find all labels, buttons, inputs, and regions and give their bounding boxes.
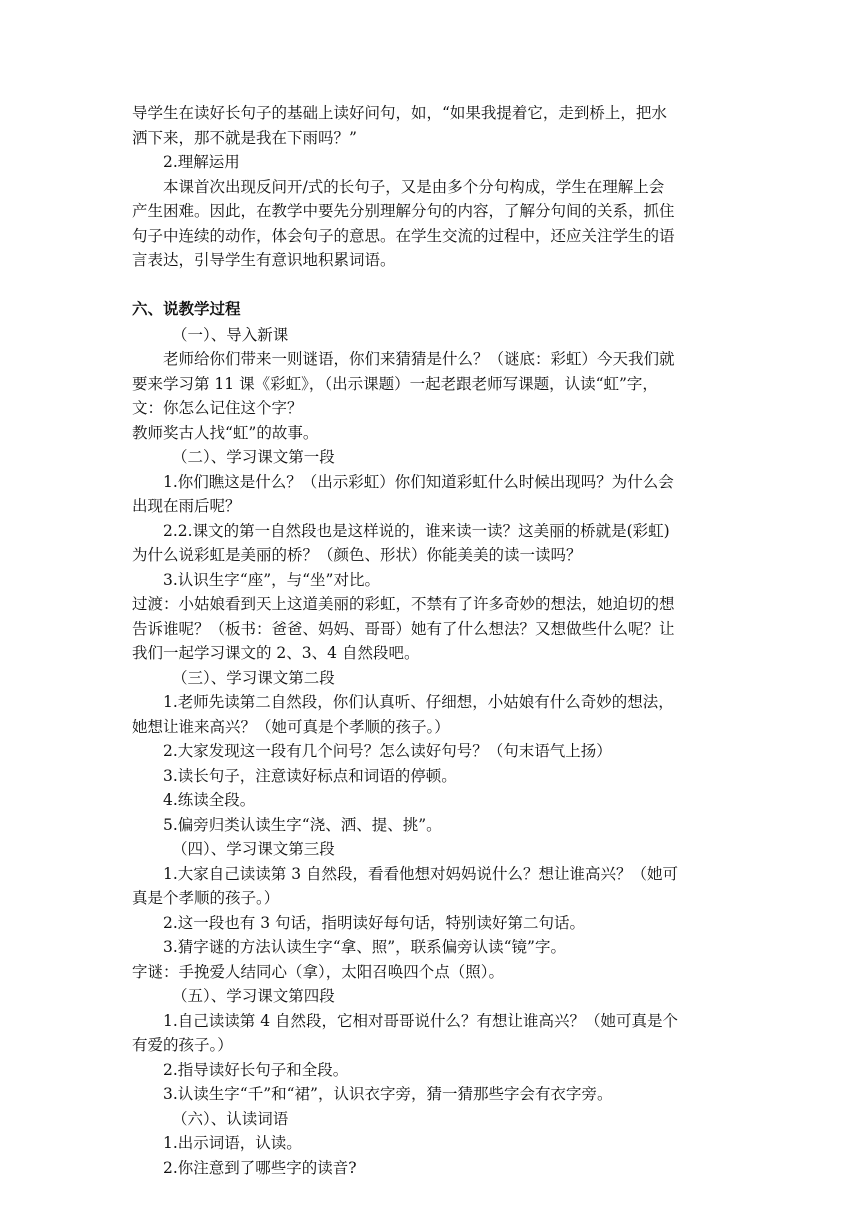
subsection-heading: （三）、学习课文第二段 — [172, 668, 335, 687]
subsection-heading: （四）、学习课文第三段 — [172, 840, 335, 858]
text-line: 2.理解运用 — [163, 153, 240, 171]
text-line: 我们一起学习课文的 2、3、4 自然段吧。 — [132, 644, 420, 662]
text-line: 句子中连续的动作，体会句子的意思。在学生交流的过程中，还应关注学生的语 — [132, 226, 675, 245]
text-line: 真是个孝顺的孩子。） — [132, 889, 280, 907]
text-line: 老师给你们带来一则谜语，你们来猜猜是什么？（谜底：彩虹）今天我们就 — [163, 350, 675, 368]
subsection-heading: （六）、认读词语 — [172, 1109, 289, 1128]
text-line: 4.练读全段。 — [163, 791, 256, 809]
text-line: 1.自己读读第 4 自然段，它相对哥哥说什么？有想让谁高兴？（她可真是个 — [163, 1011, 679, 1030]
text-line: 要来学习第 11 课《彩虹》，（出示课题）一起老跟老师写课题，认读“虹”字， — [132, 374, 658, 393]
text-line: 5.偏旁归类认读生字“浇、洒、提、挑”。 — [163, 815, 442, 834]
text-line: 1.出示词语，认读。 — [163, 1134, 302, 1152]
text-line: 教师奖古人找“虹”的故事。 — [132, 423, 319, 442]
subsection-heading: （一）、导入新课 — [172, 325, 289, 344]
text-line: 过渡：小姑娘看到天上这道美丽的彩虹，不禁有了许多奇妙的想法，她迫切的想 — [132, 595, 675, 613]
text-line: 告诉谁呢？（板书：爸爸、妈妈、哥哥）她有了什么想法？又想做些什么呢？让 — [132, 619, 675, 638]
text-line: 产生困难。因此，在教学中要先分别理解分句的内容，了解分句间的关系，抓住 — [132, 202, 675, 220]
text-line: 洒下来，那不就是我在下雨吗？” — [132, 128, 357, 147]
text-line: 为什么说彩虹是美丽的桥？（颜色、形状）你能美美的读一读吗？ — [132, 546, 582, 564]
text-line: 文：你怎么记住这个字？ — [132, 399, 303, 417]
subsection-heading: （二）、学习课文第一段 — [172, 448, 335, 466]
text-line: 她想让谁来高兴？（她可真是个孝顺的孩子。） — [132, 717, 450, 736]
text-line: 导学生在读好长句子的基础上读好问句，如，“如果我提着它，走到桥上，把水 — [132, 104, 667, 122]
section-heading: 六、说教学过程 — [132, 299, 241, 318]
text-line: 2.指导读好长句子和全段。 — [163, 1060, 349, 1079]
blank-line — [132, 273, 732, 297]
text-line: 2.这一段也有 3 句话，指明读好每句话，特别读好第二句话。 — [163, 913, 586, 932]
text-line: 2.2.课文的第一自然段也是这样说的，谁来读一读？这美丽的桥就是(彩虹) — [163, 521, 670, 540]
text-line: 3.猜字谜的方法认读生字“拿、照”，联系偏旁认读“镜”字。 — [163, 938, 566, 956]
text-line: 1.你们瞧这是什么？（出示彩虹）你们知道彩虹什么时候出现吗？为什么会 — [163, 472, 674, 491]
text-line: 有爱的孩子。） — [132, 1036, 233, 1054]
text-line: 3.认识生字“座”，与“坐”对比。 — [163, 570, 380, 589]
text-line: 1.老师先读第二自然段，你们认真听、仔细想，小姑娘有什么奇妙的想法， — [163, 693, 674, 711]
text-line: 2.大家发现这一段有几个问号？怎么读好句号？（句末语气上扬） — [163, 742, 612, 760]
subsection-heading: （五）、学习课文第四段 — [172, 987, 335, 1005]
text-line: 字谜：手挽爱人结同心（拿），太阳召唤四个点（照）。 — [132, 962, 505, 981]
text-line: 言表达，引导学生有意识地积累词语。 — [132, 251, 396, 269]
text-line: 2.你注意到了哪些字的读音? — [163, 1158, 357, 1177]
text-line: 出现在雨后呢？ — [132, 497, 241, 515]
text-line: 本课首次出现反问开/式的长句子，又是由多个分句构成，学生在理解上会 — [163, 177, 665, 196]
text-line: 1.大家自己读读第 3 自然段，看看他想对妈妈说什么？想让谁高兴？（她可 — [163, 864, 679, 883]
text-line: 3.读长句子，注意读好标点和词语的停顿。 — [163, 766, 457, 785]
text-line: 3.认读生字“千”和“裙”，认识衣字旁，猜一猜那些字会有衣字旁。 — [163, 1085, 613, 1103]
